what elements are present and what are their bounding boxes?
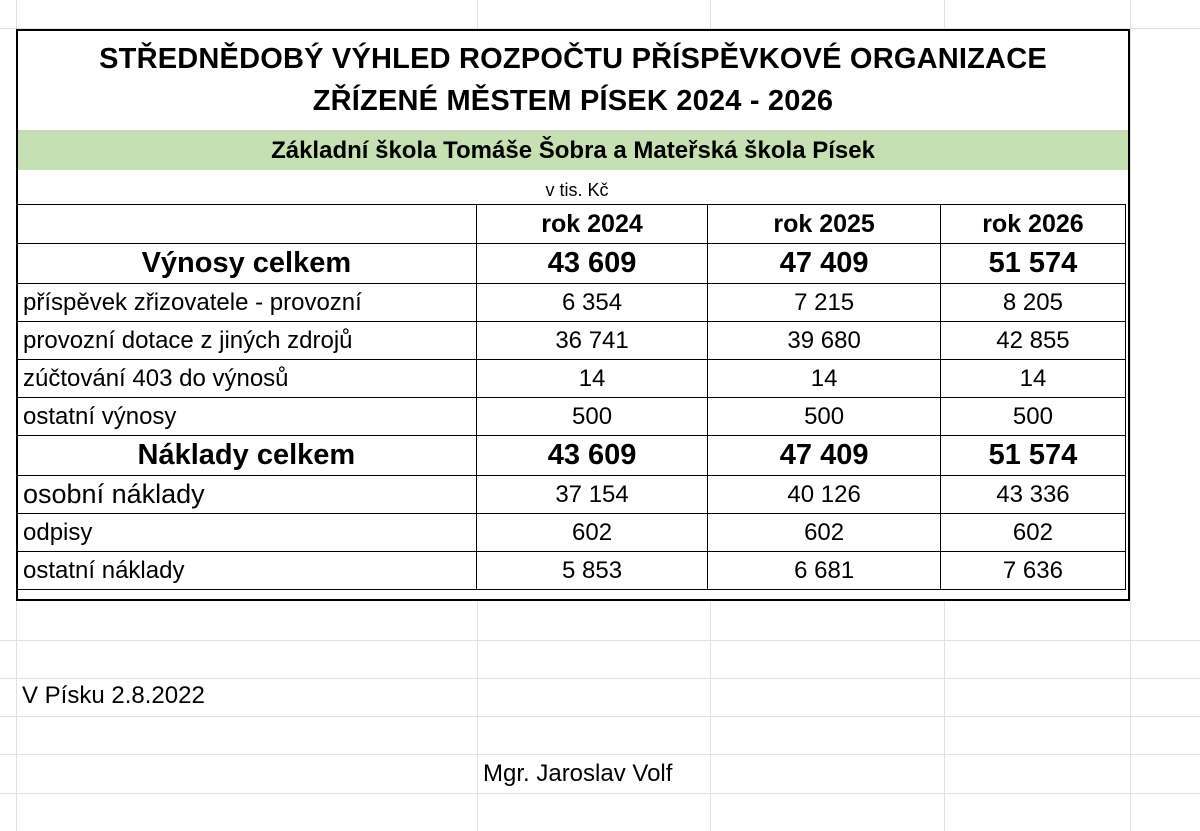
value-2025: 6 681 [708, 552, 941, 590]
value-2026: 51 574 [940, 436, 1125, 476]
table-row-ostatni-vynosy [17, 398, 1126, 436]
row-label: ostatní náklady [17, 552, 477, 590]
table-row-prispevek-zrizovatele [17, 284, 1126, 322]
budget-sheet [16, 29, 1130, 601]
row-label: odpisy [17, 514, 477, 552]
table-header-row [17, 205, 1126, 244]
unit-label: v tis. Kč [545, 180, 609, 200]
row-label: Výnosy celkem [17, 244, 477, 284]
value-2024: 6 354 [476, 284, 708, 322]
row-label: ostatní výnosy [17, 398, 477, 436]
value-2026: 8 205 [940, 284, 1125, 322]
row-label: příspěvek zřizovatele - provozní [17, 284, 477, 322]
table-row-vynosy-celkem [17, 244, 1126, 284]
value-2026: 14 [940, 360, 1125, 398]
header-year-2025: rok 2025 [708, 205, 941, 244]
table-row-provozni-dotace [17, 322, 1126, 360]
value-2024: 43 609 [476, 436, 708, 476]
value-2025: 602 [708, 514, 941, 552]
value-2024: 602 [476, 514, 708, 552]
value-2024: 5 853 [476, 552, 708, 590]
value-2026: 43 336 [940, 476, 1125, 514]
value-2025: 47 409 [708, 244, 941, 284]
table-row-osobni-naklady [17, 476, 1126, 514]
row-label: provozní dotace z jiných zdrojů [17, 322, 477, 360]
value-2026: 51 574 [940, 244, 1125, 284]
row-label: osobní náklady [17, 476, 477, 514]
signatory-name: Mgr. Jaroslav Volf [483, 760, 673, 787]
value-2025: 39 680 [708, 322, 941, 360]
value-2026: 602 [940, 514, 1125, 552]
document-title [18, 31, 1128, 131]
table-row-zuctovani-403 [17, 360, 1126, 398]
row-label: Náklady celkem [17, 436, 477, 476]
table-row-naklady-celkem [17, 436, 1126, 476]
table-row-odpisy [17, 514, 1126, 552]
title-line-1: STŘEDNĚDOBÝ VÝHLED ROZPOČTU PŘÍSPĚVKOVÉ ORGANIZACE [99, 43, 1047, 75]
value-2024: 36 741 [476, 322, 708, 360]
table-row-ostatni-naklady [17, 552, 1126, 590]
value-2025: 40 126 [708, 476, 941, 514]
value-2025: 47 409 [708, 436, 941, 476]
value-2024: 43 609 [476, 244, 708, 284]
header-year-2024: rok 2024 [476, 205, 708, 244]
organization-name: Základní škola Tomáše Šobra a Mateřská škola Písek [18, 130, 1128, 170]
header-cell-label [17, 205, 477, 244]
header-year-2026: rok 2026 [940, 205, 1125, 244]
value-2026: 7 636 [940, 552, 1125, 590]
title-line-2: ZŘÍZENÉ MĚSTEM PÍSEK 2024 - 2026 [312, 85, 834, 117]
row-label: zúčtování 403 do výnosů [17, 360, 477, 398]
value-2024: 14 [476, 360, 708, 398]
budget-table [16, 204, 1126, 590]
value-2026: 42 855 [940, 322, 1125, 360]
unit-label-row [18, 170, 1128, 205]
place-and-date: V Písku 2.8.2022 [22, 682, 205, 709]
value-2024: 37 154 [476, 476, 708, 514]
value-2024: 500 [476, 398, 708, 436]
value-2026: 500 [940, 398, 1125, 436]
value-2025: 7 215 [708, 284, 941, 322]
value-2025: 500 [708, 398, 941, 436]
value-2025: 14 [708, 360, 941, 398]
